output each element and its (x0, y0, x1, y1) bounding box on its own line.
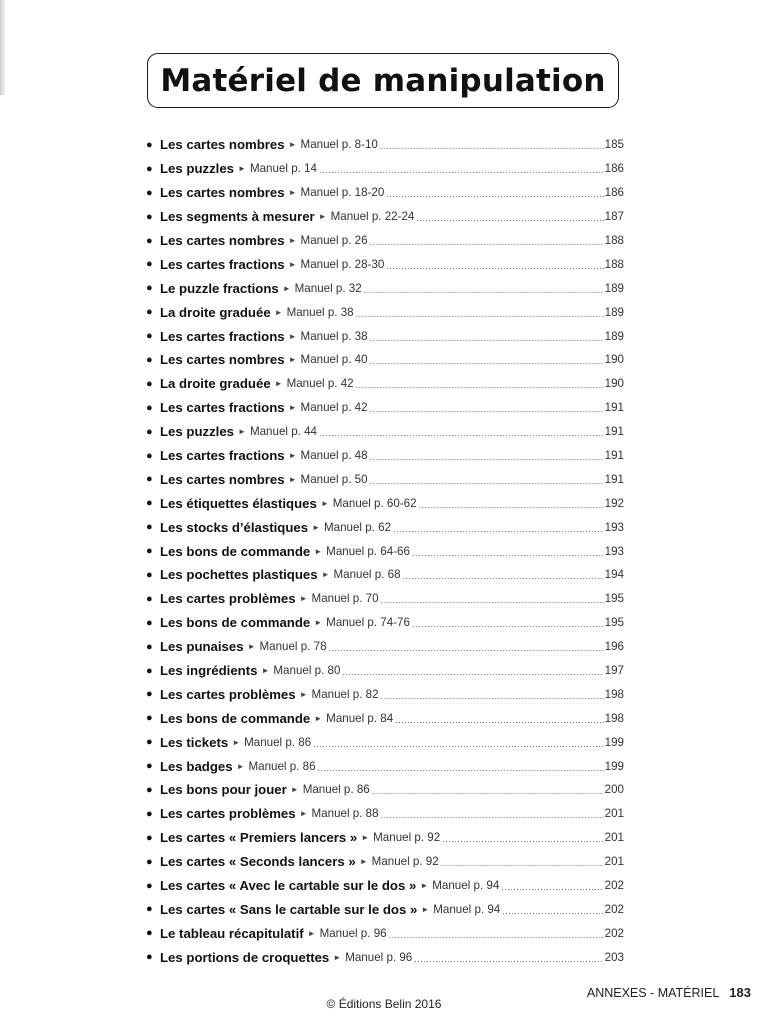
entry-page-number: 188 (604, 257, 624, 271)
entry-label: Le tableau récapitulatif (160, 925, 304, 941)
triangle-right-icon: ► (238, 427, 246, 437)
dot-leader (356, 379, 604, 391)
manual-reference: Manuel p. 22-24 (330, 210, 415, 224)
dot-leader (412, 547, 604, 559)
dot-leader (386, 260, 603, 272)
dot-leader (313, 738, 604, 750)
toc-entry[interactable] (146, 252, 624, 276)
manual-reference: Manuel p. 86 (248, 759, 316, 773)
entry-page-number: 189 (604, 281, 624, 295)
bullet-icon: ● (146, 186, 153, 199)
entry-label: Les badges (160, 758, 233, 774)
triangle-right-icon: ► (288, 331, 297, 341)
toc-entry[interactable] (146, 611, 624, 635)
dot-leader (419, 499, 604, 511)
page-edge-mark (0, 0, 5, 95)
toc-entry[interactable] (146, 778, 624, 802)
toc-entry[interactable] (146, 659, 624, 683)
dot-leader (403, 570, 604, 582)
manual-reference: Manuel p. 86 (244, 735, 312, 749)
dot-leader (370, 355, 604, 367)
entry-label: Les cartes fractions (160, 328, 285, 344)
manual-reference: Manuel p. 70 (311, 592, 379, 606)
manual-reference: Manuel p. 8-10 (300, 138, 378, 152)
bullet-icon: ● (146, 783, 153, 796)
manual-reference: Manuel p. 64-66 (326, 544, 410, 558)
entry-page-number: 196 (604, 640, 624, 654)
entry-page-number: 191 (604, 425, 624, 439)
toc-entry[interactable] (146, 229, 624, 253)
bullet-icon: ● (146, 664, 153, 677)
entry-page-number: 202 (604, 926, 624, 940)
dot-leader (416, 212, 603, 224)
manual-reference: Manuel p. 28-30 (300, 257, 385, 271)
entry-page-number: 199 (604, 759, 624, 773)
toc-entry[interactable] (146, 205, 624, 229)
entry-label: Les cartes problèmes (160, 591, 296, 607)
dot-leader (380, 140, 604, 152)
bullet-icon: ● (146, 736, 153, 749)
bullet-icon: ● (146, 425, 153, 438)
triangle-right-icon: ► (288, 236, 297, 245)
entry-label: Le puzzle fractions (160, 280, 279, 296)
manual-reference: Manuel p. 32 (294, 281, 362, 295)
bullet-icon: ● (146, 497, 153, 510)
manual-reference: Manuel p. 86 (302, 783, 370, 797)
bullet-icon: ● (146, 831, 153, 844)
bullet-icon: ● (146, 592, 153, 605)
dot-leader (370, 451, 604, 463)
bullet-icon: ● (146, 879, 153, 892)
triangle-right-icon: ► (247, 642, 256, 652)
dot-leader (372, 785, 604, 797)
entry-page-number: 201 (604, 831, 624, 845)
entry-label: Les cartes fractions (160, 256, 285, 272)
manual-reference: Manuel p. 48 (300, 449, 368, 463)
dot-leader (502, 905, 603, 917)
triangle-right-icon: ► (290, 785, 299, 795)
toc-entry[interactable] (146, 850, 624, 874)
triangle-right-icon: ► (282, 283, 291, 293)
triangle-right-icon: ► (288, 355, 297, 365)
toc-entry[interactable] (146, 730, 624, 754)
entry-page-number: 201 (604, 855, 624, 869)
manual-reference: Manuel p. 94 (432, 879, 500, 893)
manual-reference: Manuel p. 42 (300, 401, 368, 415)
dot-leader (370, 236, 604, 248)
dot-leader (381, 690, 604, 702)
triangle-right-icon: ► (420, 881, 429, 891)
bullet-icon: ● (146, 951, 153, 964)
toc-entry[interactable] (146, 276, 624, 300)
page-title: Matériel de manipulation (160, 62, 606, 99)
dot-leader (356, 308, 604, 320)
toc-entry[interactable] (146, 515, 624, 539)
entry-label: La droite graduée (160, 304, 271, 320)
triangle-right-icon: ► (299, 689, 308, 699)
bullet-icon: ● (146, 760, 153, 773)
dot-leader (370, 403, 604, 415)
manual-reference: Manuel p. 74-76 (326, 616, 410, 630)
manual-reference: Manuel p. 96 (345, 950, 413, 964)
triangle-right-icon: ► (274, 379, 283, 389)
entry-label: Les cartes « Avec le cartable sur le dos » (160, 878, 417, 894)
manual-reference: Manuel p. 92 (373, 831, 441, 845)
manual-reference: Manuel p. 92 (371, 855, 439, 869)
entry-page-number: 203 (604, 950, 624, 964)
entry-label: Les cartes « Sans le cartable sur le dos » (160, 901, 418, 917)
toc-entry[interactable] (146, 372, 624, 396)
manual-reference: Manuel p. 78 (259, 640, 327, 654)
title-box (147, 53, 619, 108)
manual-reference: Manuel p. 44 (249, 425, 317, 439)
bullet-icon: ● (146, 282, 153, 295)
entry-page-number: 198 (604, 687, 624, 701)
entry-page-number: 189 (604, 305, 624, 319)
manual-reference: Manuel p. 40 (300, 353, 368, 367)
triangle-right-icon: ► (288, 140, 297, 150)
triangle-right-icon: ► (238, 164, 246, 174)
dot-leader (381, 594, 604, 606)
toc-entry[interactable] (146, 945, 624, 969)
toc-entry[interactable] (146, 563, 624, 587)
entry-label: Les cartes nombres (160, 185, 285, 201)
entry-page-number: 200 (604, 783, 624, 797)
bullet-icon: ● (146, 401, 153, 414)
toc-entry[interactable] (146, 324, 624, 348)
dot-leader (501, 881, 603, 893)
manual-reference: Manuel p. 18-20 (300, 186, 385, 200)
entry-page-number: 188 (604, 234, 624, 247)
toc-entry[interactable] (146, 181, 624, 205)
entry-page-number: 186 (604, 186, 624, 200)
entry-label: Les bons de commande (160, 615, 311, 631)
dot-leader (442, 833, 603, 845)
toc-entry[interactable] (146, 396, 624, 420)
dot-leader (319, 427, 604, 439)
manual-reference: Manuel p. 14 (249, 162, 317, 176)
manual-reference: Manuel p. 96 (319, 926, 387, 940)
bullet-icon: ● (146, 521, 153, 534)
bullet-icon: ● (146, 688, 153, 701)
bullet-icon: ● (146, 927, 153, 940)
manual-reference: Manuel p. 50 (300, 472, 368, 486)
entry-page-number: 189 (604, 329, 624, 343)
dot-leader (319, 164, 604, 176)
entry-label: Les puzzles (160, 424, 235, 440)
entry-label: Les cartes nombres (160, 137, 285, 153)
entry-label: Les stocks d’élastiques (160, 519, 309, 535)
copyright-notice: © Éditions Belin 2016 (326, 997, 442, 1011)
triangle-right-icon: ► (321, 570, 330, 580)
bullet-icon: ● (146, 807, 153, 820)
toc-entry[interactable] (146, 874, 624, 898)
toc-entry[interactable] (146, 635, 624, 659)
toc-entry[interactable] (146, 491, 624, 515)
entry-page-number: 202 (604, 902, 624, 916)
dot-leader (342, 666, 603, 678)
toc-entry[interactable] (146, 754, 624, 778)
dot-leader (381, 809, 604, 821)
entry-label: Les segments à mesurer (160, 209, 315, 225)
bullet-icon: ● (146, 712, 153, 725)
entry-page-number: 193 (604, 544, 624, 558)
entry-label: Les cartes « Seconds lancers » (160, 854, 356, 870)
entry-page-number: 197 (604, 664, 624, 678)
triangle-right-icon: ► (314, 618, 323, 628)
toc-entry[interactable] (146, 898, 624, 922)
manual-reference: Manuel p. 62 (323, 520, 392, 534)
dot-leader (412, 618, 604, 630)
toc-entry[interactable] (146, 300, 624, 324)
bullet-icon: ● (146, 234, 153, 247)
dot-leader (393, 523, 604, 535)
entry-page-number: 194 (604, 568, 624, 582)
bullet-icon: ● (146, 377, 153, 390)
entry-label: Les cartes nombres (160, 471, 285, 487)
triangle-right-icon: ► (359, 857, 368, 867)
entry-label: Les portions de croquettes (160, 949, 330, 965)
section-name: ANNEXES - MATÉRIEL (586, 986, 720, 1000)
dot-leader (370, 475, 604, 487)
bullet-icon: ● (146, 162, 153, 175)
triangle-right-icon: ► (333, 952, 342, 962)
entry-label: Les pochettes plastiques (160, 567, 318, 583)
toc-entry[interactable] (146, 539, 624, 563)
bullet-icon: ● (146, 473, 153, 486)
bullet-icon: ● (146, 258, 153, 271)
triangle-right-icon: ► (320, 498, 329, 508)
bullet-icon: ● (146, 855, 153, 868)
manual-reference: Manuel p. 84 (326, 711, 394, 725)
bullet-icon: ● (146, 640, 153, 653)
bullet-icon: ● (146, 616, 153, 629)
toc-entry[interactable] (146, 348, 624, 372)
toc-entry[interactable] (146, 587, 624, 611)
entry-label: Les étiquettes élastiques (160, 495, 317, 511)
triangle-right-icon: ► (274, 307, 283, 317)
toc-entry[interactable] (146, 706, 624, 730)
bullet-icon: ● (146, 353, 153, 366)
manual-reference: Manuel p. 38 (300, 329, 368, 343)
manual-reference: Manuel p. 82 (311, 687, 379, 701)
bullet-icon: ● (146, 568, 153, 581)
page-number: 183 (729, 985, 751, 1000)
dot-leader (395, 714, 603, 726)
entry-page-number: 202 (604, 879, 624, 893)
entry-page-number: 186 (604, 162, 624, 176)
toc-entry[interactable] (146, 420, 624, 444)
dot-leader (329, 642, 604, 654)
manual-reference: Manuel p. 94 (433, 902, 501, 916)
triangle-right-icon: ► (232, 737, 241, 747)
toc-entry[interactable] (146, 826, 624, 850)
entry-label: Les cartes nombres (160, 352, 285, 368)
toc-entry[interactable] (146, 133, 624, 157)
manual-reference: Manuel p. 88 (311, 807, 379, 821)
manual-reference: Manuel p. 60-62 (332, 496, 417, 510)
entry-page-number: 187 (604, 210, 624, 224)
triangle-right-icon: ► (361, 833, 370, 843)
entry-page-number: 198 (604, 711, 624, 725)
bullet-icon: ● (146, 210, 153, 223)
toc-entry[interactable] (146, 444, 624, 468)
triangle-right-icon: ► (421, 904, 430, 914)
entry-label: Les bons pour jouer (160, 782, 287, 798)
bullet-icon: ● (146, 449, 153, 462)
entry-page-number: 185 (604, 138, 624, 152)
entry-label: Les puzzles (160, 161, 235, 177)
dot-leader (318, 762, 604, 774)
dot-leader (370, 332, 604, 344)
triangle-right-icon: ► (299, 594, 308, 604)
toc-entry[interactable] (146, 157, 624, 181)
toc-entry[interactable] (146, 802, 624, 826)
dot-leader (414, 953, 603, 965)
toc-entry[interactable] (146, 467, 624, 491)
triangle-right-icon: ► (288, 474, 297, 484)
triangle-right-icon: ► (318, 212, 327, 222)
dot-leader (441, 857, 604, 869)
entry-page-number: 201 (604, 807, 624, 821)
triangle-right-icon: ► (314, 713, 323, 723)
entry-label: Les cartes fractions (160, 400, 285, 416)
triangle-right-icon: ► (288, 403, 297, 413)
dot-leader (389, 929, 604, 941)
manual-reference: Manuel p. 80 (273, 664, 341, 678)
entry-label: Les cartes « Premiers lancers » (160, 830, 358, 846)
entry-label: Les tickets (160, 734, 229, 750)
triangle-right-icon: ► (288, 188, 297, 198)
entry-label: Les cartes fractions (160, 448, 285, 464)
entry-page-number: 191 (604, 401, 624, 415)
triangle-right-icon: ► (288, 259, 297, 269)
entry-page-number: 195 (604, 592, 624, 606)
entry-label: Les punaises (160, 639, 244, 655)
entry-page-number: 195 (604, 616, 624, 630)
entry-label: Les bons de commande (160, 543, 311, 559)
entry-page-number: 199 (604, 735, 624, 749)
entry-label: Les cartes problèmes (160, 806, 296, 822)
manual-reference: Manuel p. 26 (300, 234, 368, 247)
bullet-icon: ● (146, 545, 153, 558)
bullet-icon: ● (146, 306, 153, 319)
bullet-icon: ● (146, 903, 153, 916)
dot-leader (364, 284, 604, 296)
entry-page-number: 191 (604, 449, 624, 463)
triangle-right-icon: ► (261, 666, 270, 676)
entry-label: Les bons de commande (160, 710, 311, 726)
triangle-right-icon: ► (307, 928, 316, 938)
toc-entry[interactable] (146, 921, 624, 945)
triangle-right-icon: ► (236, 761, 245, 771)
triangle-right-icon: ► (314, 546, 323, 556)
entry-page-number: 192 (604, 496, 624, 510)
entry-page-number: 193 (604, 520, 624, 534)
bullet-icon: ● (146, 330, 153, 343)
bullet-icon: ● (146, 138, 153, 151)
manual-reference: Manuel p. 42 (286, 377, 354, 391)
toc-entry[interactable] (146, 682, 624, 706)
triangle-right-icon: ► (288, 451, 297, 461)
entry-label: La droite graduée (160, 376, 271, 392)
table-of-contents (146, 133, 624, 969)
entry-page-number: 190 (604, 377, 624, 391)
triangle-right-icon: ► (312, 522, 320, 532)
entry-label: Les cartes nombres (160, 233, 285, 248)
manual-reference: Manuel p. 38 (286, 305, 354, 319)
entry-page-number: 191 (604, 472, 624, 486)
triangle-right-icon: ► (299, 809, 308, 819)
entry-label: Les ingrédients (160, 663, 258, 679)
dot-leader (386, 188, 603, 200)
entry-page-number: 190 (604, 353, 624, 367)
manual-reference: Manuel p. 68 (333, 568, 401, 582)
entry-label: Les cartes problèmes (160, 686, 296, 702)
